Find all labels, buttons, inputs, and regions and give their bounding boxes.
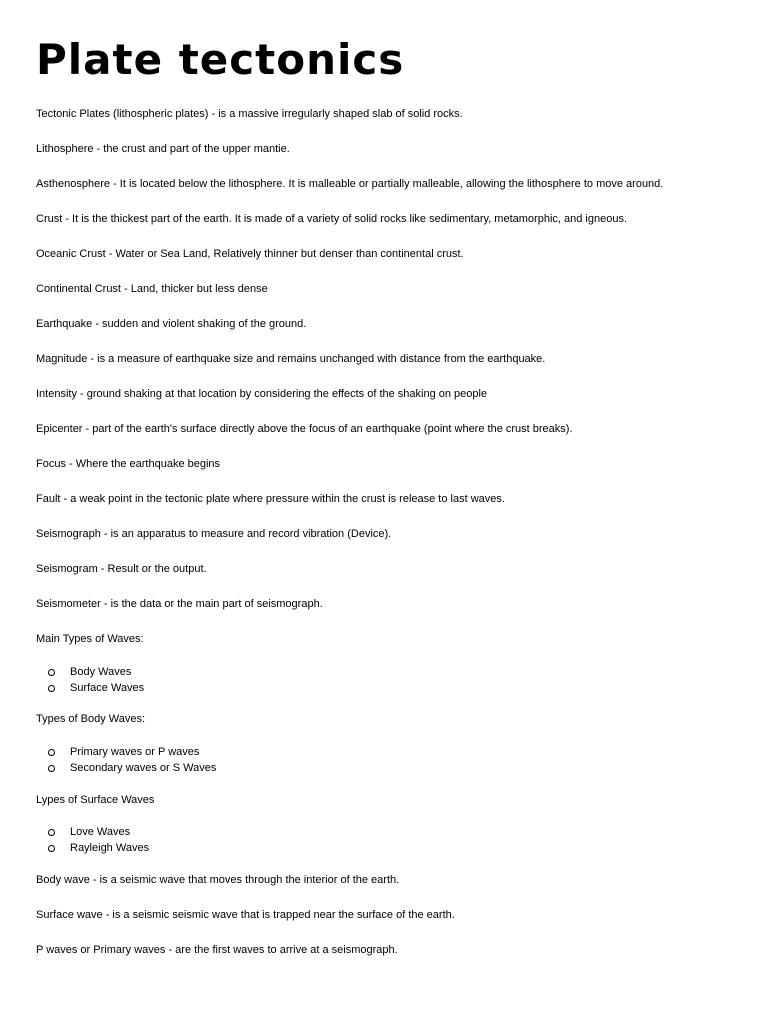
circle-bullet-icon bbox=[48, 829, 55, 836]
definition-seismometer: Seismometer - is the data or the main part of seismograph. bbox=[36, 598, 323, 610]
definition-epicenter: Epicenter - part of the earth's surface directly above the focus of an earthquake (point where the crust breaks). bbox=[36, 423, 573, 435]
circle-bullet-icon bbox=[48, 685, 55, 692]
definition-earthquake: Earthquake - sudden and violent shaking of the ground. bbox=[36, 318, 307, 330]
definition-fault: Fault - a weak point in the tectonic plate where pressure within the crust is release to last waves. bbox=[36, 493, 505, 505]
definition-asthenosphere: Asthenosphere - It is located below the lithosphere. It is malleable or partially malleable, allowing the lithosphere to move around. bbox=[36, 178, 664, 190]
definition-oceanic-crust: Oceanic Crust - Water or Sea Land, Relatively thinner but denser than continental crust. bbox=[36, 248, 464, 260]
page-title: Plate tectonics bbox=[36, 35, 405, 84]
surface-types-heading: Lypes of Surface Waves bbox=[36, 794, 155, 806]
definition-lithosphere: Lithosphere - the crust and part of the upper mantie. bbox=[36, 143, 290, 155]
definition-seismograph: Seismograph - is an apparatus to measure and record vibration (Device). bbox=[36, 528, 392, 540]
circle-bullet-icon bbox=[48, 765, 55, 772]
definition-body-wave: Body wave - is a seismic wave that moves through the interior of the earth. bbox=[36, 874, 400, 886]
definition-seismogram: Seismogram - Result or the output. bbox=[36, 563, 207, 575]
definition-p-waves: P waves or Primary waves - are the first waves to arrive at a seismograph. bbox=[36, 944, 398, 956]
definition-continental-crust: Continental Crust - Land, thicker but less dense bbox=[36, 283, 268, 295]
main-types-heading: Main Types of Waves: bbox=[36, 633, 144, 645]
definition-magnitude: Magnitude - is a measure of earthquake size and remains unchanged with distance from the earthquake. bbox=[36, 353, 546, 365]
circle-bullet-icon bbox=[48, 669, 55, 676]
definition-intensity: Intensity - ground shaking at that location by considering the effects of the shaking on people bbox=[36, 388, 488, 400]
definition-focus: Focus - Where the earthquake begins bbox=[36, 458, 221, 470]
definition-crust: Crust - It is the thickest part of the earth. It is made of a variety of solid rocks like sedimentary, metamorphic, and igneous. bbox=[36, 213, 627, 225]
definition-surface-wave: Surface wave - is a seismic seismic wave that is trapped near the surface of the earth. bbox=[36, 909, 455, 921]
definition-tectonic-plates: Tectonic Plates (lithospheric plates) - is a massive irregularly shaped slab of solid rocks. bbox=[36, 108, 463, 120]
circle-bullet-icon bbox=[48, 749, 55, 756]
body-types-heading: Types of Body Waves: bbox=[36, 713, 146, 725]
circle-bullet-icon bbox=[48, 845, 55, 852]
